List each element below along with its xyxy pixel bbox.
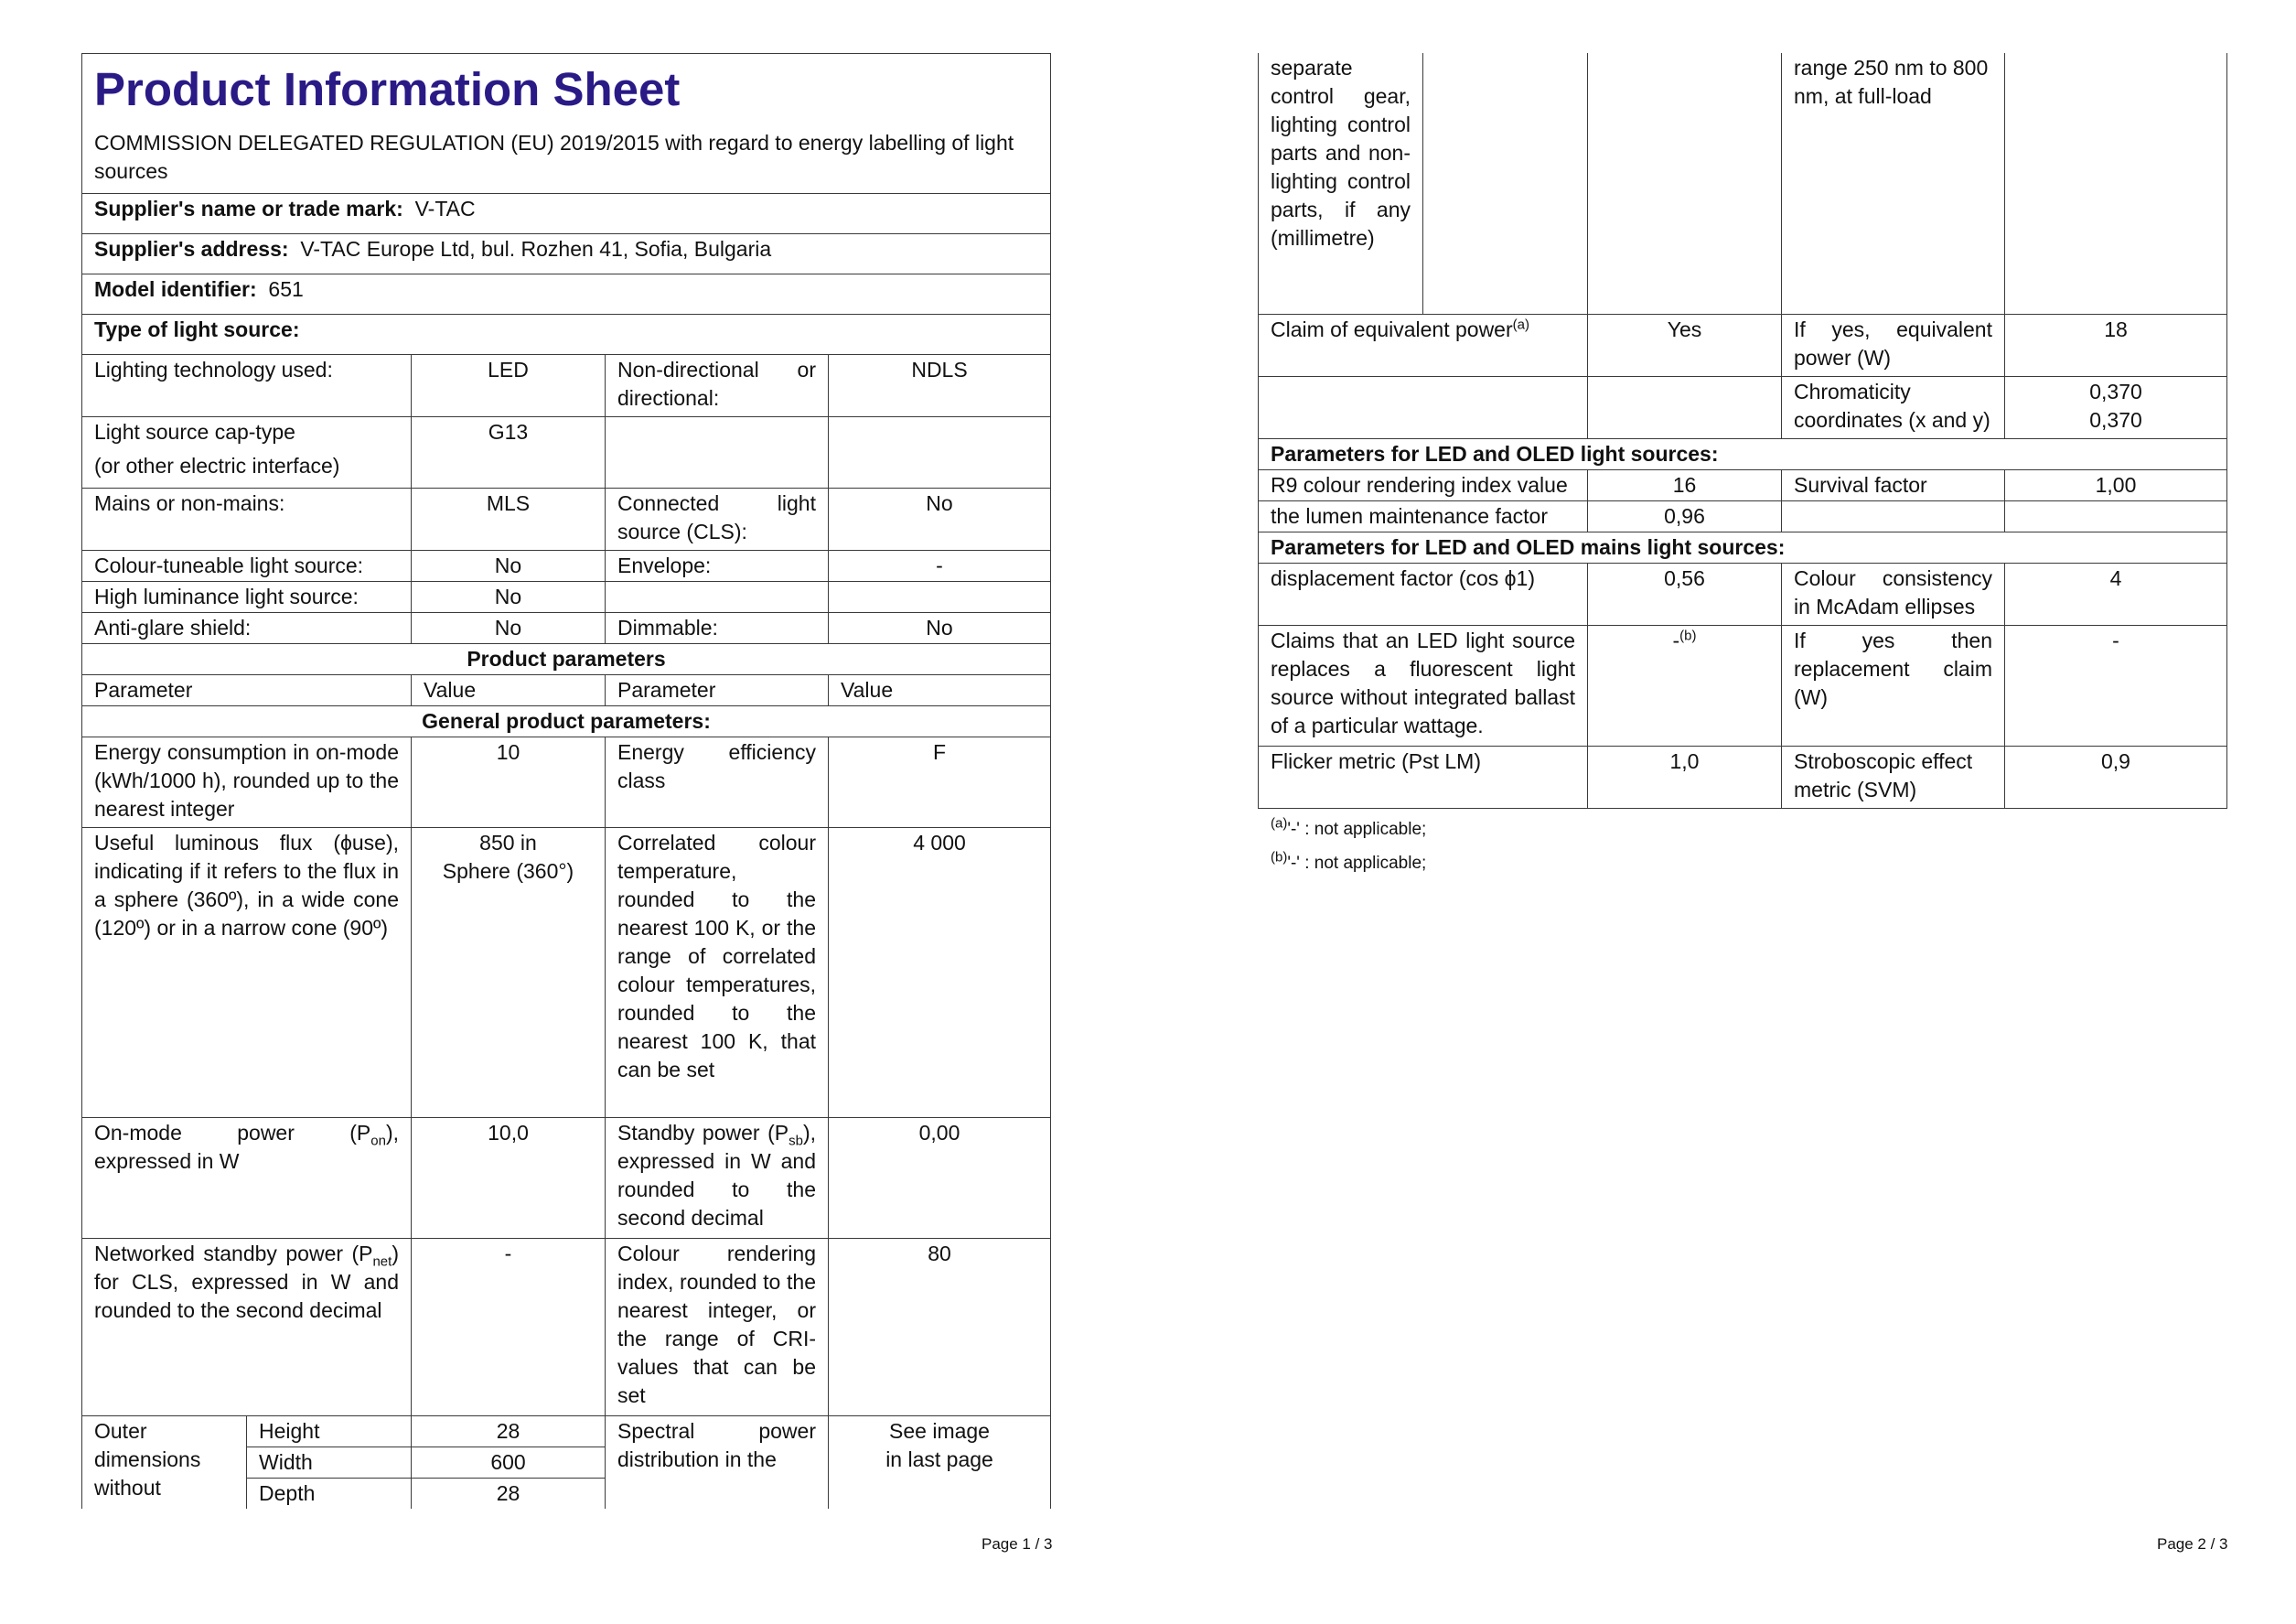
flicker-value: 1,0 xyxy=(1588,746,1782,808)
type-param: Lighting technology used: xyxy=(82,355,412,417)
type-param: Anti-glare shield: xyxy=(82,613,412,644)
energy-class-label: Energy efficiency class xyxy=(606,737,829,828)
type-value: LED xyxy=(412,355,606,417)
supplier-name-label: Supplier's name or trade mark: xyxy=(94,197,403,220)
dimensions-continued-empty xyxy=(1423,53,1588,314)
chromaticity-y: 0,370 xyxy=(2089,407,2142,432)
chromaticity-empty xyxy=(1588,376,1782,438)
energy-class-value: F xyxy=(829,737,1051,828)
fluorescent-claim-value xyxy=(1588,625,1782,746)
title-cell xyxy=(82,54,1051,194)
cri-label: Colour rendering index, rounded to the nearest integer, or the range of CRI-values that can be set xyxy=(606,1239,829,1416)
spectral-value-line1: See image xyxy=(889,1419,990,1443)
model-row xyxy=(82,274,1051,315)
energy-consumption-label: Energy consumption in on-mode (kWh/1000 h), rounded up to the nearest integer xyxy=(82,737,412,828)
type-param: Non-directional or directional: xyxy=(606,355,829,417)
type-param: Envelope: xyxy=(606,551,829,582)
networked-standby-label xyxy=(82,1239,412,1416)
fluorescent-claim-value-text: - xyxy=(1672,628,1680,652)
product-info-table xyxy=(81,53,1051,1509)
page-number: Page 2 / 3 xyxy=(2157,1535,2228,1553)
flicker-label: Flicker metric (Pst LM) xyxy=(1259,746,1588,808)
page-title: Product Information Sheet xyxy=(94,63,681,115)
r9-value: 16 xyxy=(1588,469,1782,500)
chromaticity-empty xyxy=(1259,376,1588,438)
height-label: Height xyxy=(247,1416,412,1447)
equivalent-power-label-text: Claim of equivalent power xyxy=(1271,317,1513,341)
model-value: 651 xyxy=(268,277,304,301)
type-param xyxy=(606,417,829,489)
type-value: No xyxy=(412,551,606,582)
chromaticity-x: 0,370 xyxy=(2089,379,2142,403)
lumen-maintenance-label: the lumen maintenance factor xyxy=(1259,500,1588,532)
chromaticity-value xyxy=(2005,376,2227,438)
type-value: No xyxy=(829,489,1051,551)
type-param: High luminance light source: xyxy=(82,582,412,613)
footnote-b xyxy=(1271,846,1426,880)
supplier-address-label: Supplier's address: xyxy=(94,237,289,261)
cct-label: Correlated colour temperature, rounded to the nearest 100 K, or the range of correlated colour temperatures, rounded to the nearest 100 K, that can be set xyxy=(606,828,829,1118)
on-mode-power-label-text-2: ), expressed in W xyxy=(94,1121,399,1173)
equivalent-power-w-value: 18 xyxy=(2005,314,2227,376)
supplier-name-value: V-TAC xyxy=(414,197,476,220)
supplier-name-row xyxy=(82,194,1051,234)
page-2 xyxy=(1148,0,2296,1624)
spectral-continued-label: range 250 nm to 800 nm, at full-load xyxy=(1782,53,2005,314)
colour-consistency-label: Colour consistency in McAdam ellipses xyxy=(1782,563,2005,625)
depth-label: Depth xyxy=(247,1479,412,1510)
width-value: 600 xyxy=(412,1447,606,1479)
fluorescent-claim-sup: (b) xyxy=(1679,627,1697,643)
replacement-claim-value: - xyxy=(2005,625,2227,746)
cap-type-sublabel: (or other electric interface) xyxy=(94,454,340,478)
on-mode-power-value: 10,0 xyxy=(412,1118,606,1239)
equivalent-power-value: Yes xyxy=(1588,314,1782,376)
col-header-value: Value xyxy=(412,675,606,706)
depth-value: 28 xyxy=(412,1479,606,1510)
luminous-flux-value-line1: 850 in xyxy=(479,831,537,855)
type-param: Connected light source (CLS): xyxy=(606,489,829,551)
fluorescent-claim-label: Claims that an LED light source replaces a fluorescent light source without integrated ballast of a particular wattage. xyxy=(1259,625,1588,746)
type-value: No xyxy=(412,582,606,613)
type-section-title: Type of light source: xyxy=(82,315,1051,355)
type-param: Colour-tuneable light source: xyxy=(82,551,412,582)
on-mode-power-label-text: On-mode power (P xyxy=(94,1121,371,1145)
mains-parameters-heading: Parameters for LED and OLED mains light sources: xyxy=(1259,532,2227,563)
chromaticity-label: Chromaticity coordinates (x and y) xyxy=(1782,376,2005,438)
col-header-value: Value xyxy=(829,675,1051,706)
networked-standby-sub: net xyxy=(372,1253,392,1270)
networked-standby-value: - xyxy=(412,1239,606,1416)
type-value: G13 xyxy=(412,417,606,489)
luminous-flux-label: Useful luminous flux (ϕuse), indicating if it refers to the flux in a sphere (360º), in a wide cone (120º) or in a narrow cone (90º) xyxy=(82,828,412,1118)
displacement-value: 0,56 xyxy=(1588,563,1782,625)
equivalent-power-label xyxy=(1259,314,1588,376)
width-label: Width xyxy=(247,1447,412,1479)
displacement-label: displacement factor (cos ϕ1) xyxy=(1259,563,1588,625)
footnote-a-mark: (a) xyxy=(1271,815,1288,832)
survival-value: 1,00 xyxy=(2005,469,2227,500)
cap-type-label: Light source cap-type xyxy=(94,420,295,444)
r9-label: R9 colour rendering index value xyxy=(1259,469,1588,500)
spectral-value xyxy=(829,1416,1051,1510)
spectral-label: Spectral power distribution in the xyxy=(606,1416,829,1510)
type-value xyxy=(829,417,1051,489)
lumen-maintenance-empty xyxy=(2005,500,2227,532)
general-parameters-heading: General product parameters: xyxy=(82,706,1051,737)
survival-label: Survival factor xyxy=(1782,469,2005,500)
cct-value: 4 000 xyxy=(829,828,1051,1118)
networked-standby-label-text: Networked standby power (P xyxy=(94,1242,373,1265)
footnote-b-mark: (b) xyxy=(1271,849,1288,866)
type-value xyxy=(829,582,1051,613)
standby-power-value: 0,00 xyxy=(829,1118,1051,1239)
stroboscopic-value: 0,9 xyxy=(2005,746,2227,808)
led-parameters-heading: Parameters for LED and OLED light sources: xyxy=(1259,438,2227,469)
height-value: 28 xyxy=(412,1416,606,1447)
footnote-b-text: '-' : not applicable; xyxy=(1287,854,1427,873)
outer-dimensions-label: Outer dimensions without xyxy=(82,1416,247,1510)
standby-power-sub: sb xyxy=(789,1133,803,1149)
type-param xyxy=(82,417,412,489)
model-label: Model identifier: xyxy=(94,277,257,301)
footnote-a xyxy=(1271,812,1426,846)
type-value: No xyxy=(412,613,606,644)
col-header-parameter: Parameter xyxy=(606,675,829,706)
regulation-subtitle: COMMISSION DELEGATED REGULATION (EU) 2019/2015 with regard to energy labelling of light sources xyxy=(94,131,1014,183)
on-mode-power-sub: on xyxy=(370,1133,386,1149)
type-value: No xyxy=(829,613,1051,644)
footnote-a-text: '-' : not applicable; xyxy=(1287,820,1427,839)
standby-power-label-text-2: ), expressed in W and rounded to the second decimal xyxy=(617,1121,816,1230)
col-header-parameter: Parameter xyxy=(82,675,412,706)
standby-power-label xyxy=(606,1118,829,1239)
lumen-maintenance-value: 0,96 xyxy=(1588,500,1782,532)
stroboscopic-label: Stroboscopic effect metric (SVM) xyxy=(1782,746,2005,808)
spectral-value-line2: in last page xyxy=(885,1447,993,1471)
footnotes xyxy=(1271,812,1426,880)
equivalent-power-sup: (a) xyxy=(1512,316,1529,332)
dimensions-continued-empty xyxy=(1588,53,1782,314)
spectral-continued-empty xyxy=(2005,53,2227,314)
product-info-table-continued xyxy=(1258,53,2227,809)
lumen-maintenance-empty xyxy=(1782,500,2005,532)
type-value: - xyxy=(829,551,1051,582)
product-parameters-heading: Product parameters xyxy=(82,644,1051,675)
standby-power-label-text: Standby power (P xyxy=(617,1121,789,1145)
colour-consistency-value: 4 xyxy=(2005,563,2227,625)
type-value: MLS xyxy=(412,489,606,551)
type-param: Dimmable: xyxy=(606,613,829,644)
luminous-flux-value-line2: Sphere (360°) xyxy=(442,859,574,883)
on-mode-power-label xyxy=(82,1118,412,1239)
cri-value: 80 xyxy=(829,1239,1051,1416)
energy-consumption-value: 10 xyxy=(412,737,606,828)
equivalent-power-w-label: If yes, equivalent power (W) xyxy=(1782,314,2005,376)
supplier-address-row xyxy=(82,234,1051,274)
page-number: Page 1 / 3 xyxy=(982,1535,1053,1553)
type-param xyxy=(606,582,829,613)
type-value: NDLS xyxy=(829,355,1051,417)
supplier-address-value: V-TAC Europe Ltd, bul. Rozhen 41, Sofia, Bulgaria xyxy=(300,237,772,261)
dimensions-continued-label: separate control gear, lighting control parts and non-lighting control parts, if any (millimetre) xyxy=(1259,53,1423,314)
type-param: Mains or non-mains: xyxy=(82,489,412,551)
luminous-flux-value xyxy=(412,828,606,1118)
replacement-claim-label: If yes then replacement claim (W) xyxy=(1782,625,2005,746)
networked-standby-label-text-2: ) for CLS, expressed in W and rounded to the second decimal xyxy=(94,1242,399,1322)
